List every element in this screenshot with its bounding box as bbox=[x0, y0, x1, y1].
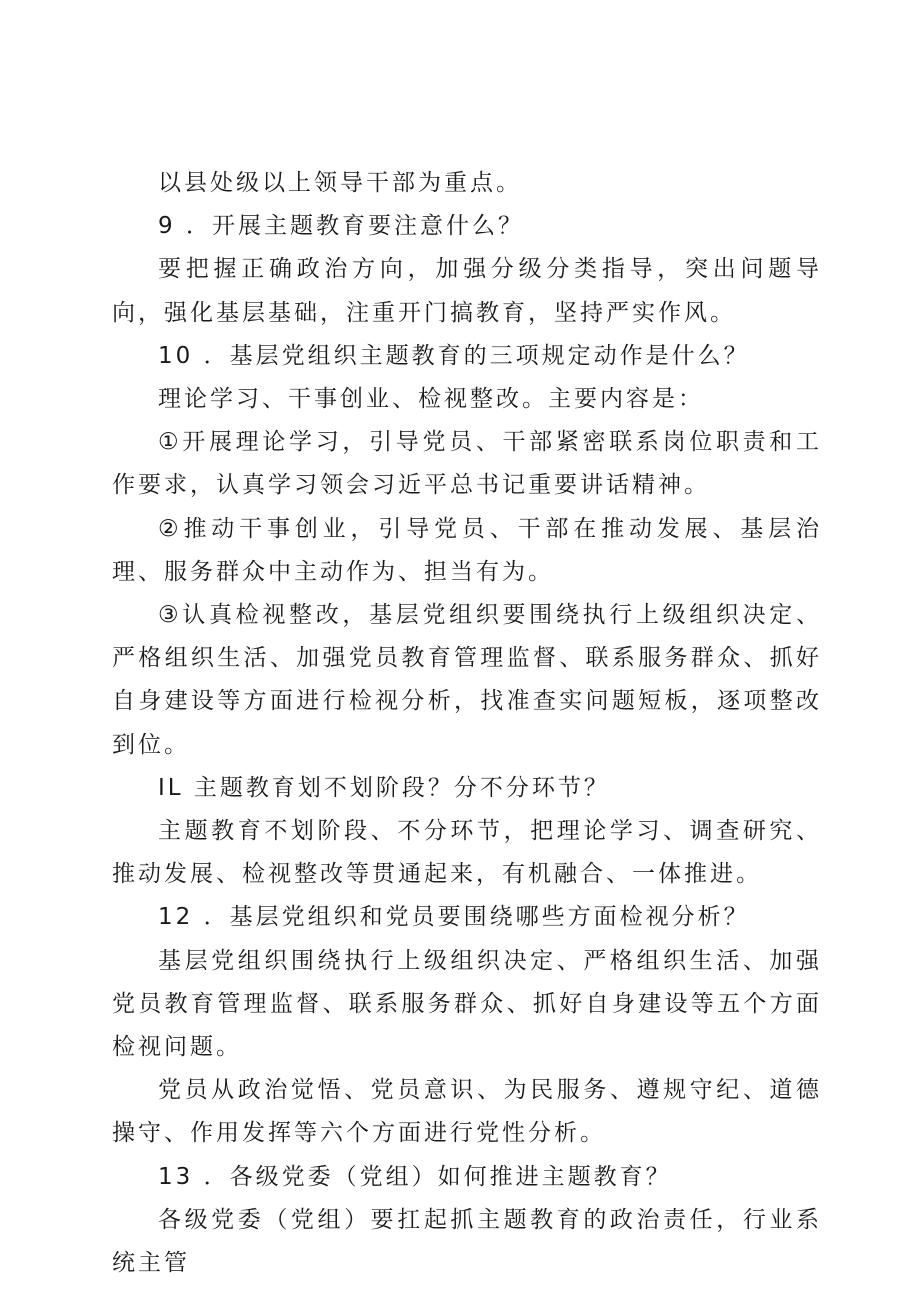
paragraph: 理论学习、干事创业、检视整改。主要内容是： bbox=[158, 386, 704, 413]
paragraph: ②推动干事创业，引导党员、干部在推动发展、基层治理、服务群众中主动作为、担当有为。 bbox=[112, 515, 822, 585]
paragraph: 要把握正确政治方向，加强分级分类指导，突出问题导向，强化基层基础，注重开门搞教育，坚持严实作风。 bbox=[112, 256, 822, 326]
paragraph: 各级党委（党组）要扛起抓主题教育的政治责任，行业系统主管 bbox=[112, 1206, 822, 1277]
paragraph: ③认真检视整改，基层党组织要围绕执行上级组织决定、严格组织生活、加强党员教育管理监督、联系服务群众、抓好自身建设等方面进行检视分析，找准查实问题短板，逐项整改到位。 bbox=[112, 602, 822, 758]
question-heading: 12 ．基层党组织和党员要围绕哪些方面检视分析？ bbox=[158, 904, 750, 931]
paragraph: 党员从政治觉悟、党员意识、为民服务、遵规守纪、道德操守、作用发挥等六个方面进行党性分析。 bbox=[112, 1077, 822, 1147]
question-heading: IL 主题教育划不划阶段？分不分环节？ bbox=[158, 774, 610, 801]
question-heading: 13 ．各级党委（党组）如何推进主题教育？ bbox=[158, 1163, 672, 1190]
question-heading: 10 ．基层党组织主题教育的三项规定动作是什么？ bbox=[158, 342, 750, 369]
document-body bbox=[112, 162, 822, 1285]
paragraph: ①开展理论学习，引导党员、干部紧密联系岗位职责和工作要求，认真学习领会习近平总书记重要讲话精神。 bbox=[112, 429, 822, 499]
paragraph: 以县处级以上领导干部为重点。 bbox=[158, 170, 522, 196]
paragraph: 主题教育不划阶段、不分环节，把理论学习、调查研究、推动发展、检视整改等贯通起来，有机融合、一体推进。 bbox=[112, 818, 822, 888]
question-heading: 9 ．开展主题教育要注意什么？ bbox=[158, 213, 524, 240]
paragraph: 基层党组织围绕执行上级组织决定、严格组织生活、加强党员教育管理监督、联系服务群众、抓好自身建设等五个方面检视问题。 bbox=[112, 947, 822, 1061]
